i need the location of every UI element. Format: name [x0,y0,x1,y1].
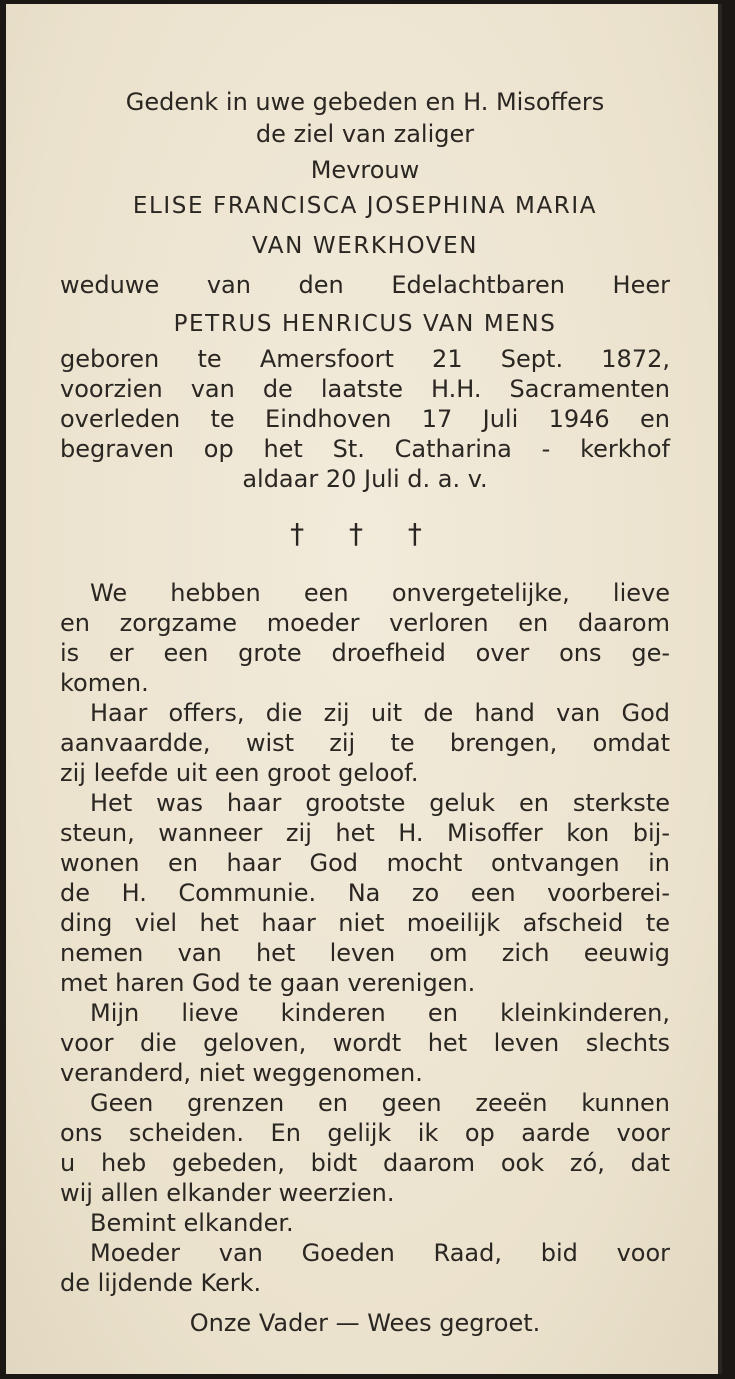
card-text [60,86,670,1338]
body-line: Moeder van Goeden Raad, bid voor [90,1239,670,1267]
closing-prayer: Onze Vader — Wees gegroet. [189,1309,541,1337]
body-line: Mijn lieve kinderen en kleinkinderen, [90,999,670,1027]
body-line: Het was haar grootste geluk en sterkste [90,789,670,817]
body-line: de H. Communie. Na zo een voorberei- [60,879,670,907]
body-line: voor die geloven, wordt het leven slechts [60,1029,670,1057]
body-line: en zorgzame moeder verloren en daarom [60,609,670,637]
body-line: wij allen elkander weerzien. [60,1179,395,1207]
intro-line-2: de ziel van zaliger [255,120,475,148]
body-line: zij leefde uit een groot geloof. [60,759,419,787]
body-line: is er een grote droefheid over ons ge- [60,639,670,667]
deceased-name-line-1: ELISE FRANCISCA JOSEPHINA MARIA [132,193,598,219]
bio-line-burial-date: aldaar 20 Juli d. a. v. [242,465,488,493]
body-line: steun, wanneer zij het H. Misoffer kon bij- [60,819,670,847]
body-line: Geen grenzen en geen zeeën kunnen [90,1089,670,1117]
deceased-name-line-2: VAN WERKHOVEN [251,233,479,259]
intro-line-1: Gedenk in uwe gebeden en H. Misoffers [125,88,605,116]
body-line: aanvaardde, wist zij te brengen, omdat [60,729,670,757]
body-line: wonen en haar God mocht ontvangen in [60,849,670,877]
body-line: komen. [60,669,149,697]
memorial-card [6,4,722,1374]
bio-line-sacraments: voorzien van de laatste H.H. Sacramenten [60,375,670,403]
body-line: ding viel het haar niet moeilijk afscheid te [60,909,670,937]
body-line: de lijdende Kerk. [60,1269,262,1297]
bio-line-death: overleden te Eindhoven 17 Juli 1946 en [60,405,670,433]
body-line: Bemint elkander. [90,1209,294,1237]
body-line: veranderd, niet weggenomen. [60,1059,423,1087]
bio-line-birth: geboren te Amersfoort 21 Sept. 1872, [60,345,670,373]
honorific: Mevrouw [310,156,420,184]
bio-line-burial: begraven op het St. Catharina - kerkhof [60,435,670,463]
body-line: We hebben een onvergetelijke, lieve [90,579,670,607]
crosses-icon: † † † [290,517,440,550]
body-line: ons scheiden. En gelijk ik op aarde voor [60,1119,670,1147]
body-line: nemen van het leven om zich eeuwig [60,939,670,967]
husband-name: PETRUS HENRICUS VAN MENS [173,311,557,337]
body-line: u heb gebeden, bidt daarom ook zó, dat [60,1149,670,1177]
body-line: met haren God te gaan verenigen. [60,969,476,997]
body-line: Haar offers, die zij uit de hand van God [90,699,670,727]
widow-line: weduwe van den Edelachtbaren Heer [60,271,670,299]
